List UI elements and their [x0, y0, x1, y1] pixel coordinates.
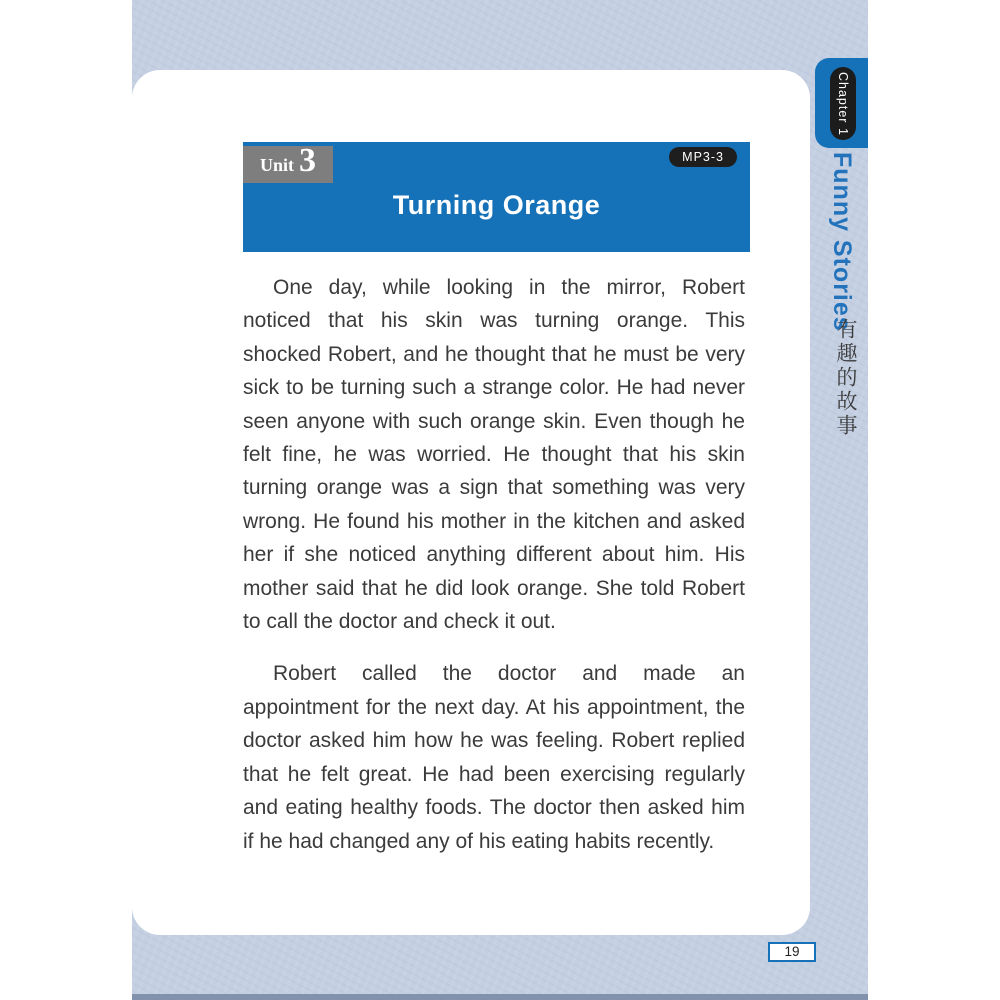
story-text [243, 271, 745, 877]
sidebar-chapter-title-zh: 有趣的故事 [834, 318, 857, 438]
page-title: Turning Orange [392, 190, 601, 220]
story-paragraph-1: One day, while looking in the mirror, Robert noticed that his skin was turning orange. This shocked Robert, and he thought that he must be very sick to be turning such a strange color. He had never seen anyone with such orange skin. Even though he felt fine, he was worried. He thought that his skin turning orange was a sign that something was very wrong. He found his mother in the kitchen and asked her if she noticed anything different about him. His mother said that he did look orange. She told Robert to call the doctor and check it out. [243, 276, 745, 634]
chapter-pill [830, 67, 856, 140]
mp3-track-badge: MP3-3 [669, 147, 737, 167]
unit-banner [243, 142, 750, 252]
chapter-tab [815, 58, 868, 148]
unit-label: Unit [259, 155, 294, 175]
band-bottom-edge [132, 994, 868, 1000]
unit-number: 3 [299, 142, 316, 179]
sidebar-chapter-title-en: Funny Stories [828, 152, 856, 332]
story-paragraph-2: Robert called the doctor and made an appointment for the next day. At his appointment, the doctor asked him how he was feeling. Robert replied that he felt great. He had been exercising regularly and eating healthy foods. The doctor then asked him if he had changed any of his eating habits recently. [243, 662, 745, 853]
page-sheet [132, 70, 810, 935]
page-number-box: 19 [768, 942, 816, 962]
chapter-label: Chapter 1 [836, 71, 850, 136]
unit-label-box [243, 142, 333, 183]
